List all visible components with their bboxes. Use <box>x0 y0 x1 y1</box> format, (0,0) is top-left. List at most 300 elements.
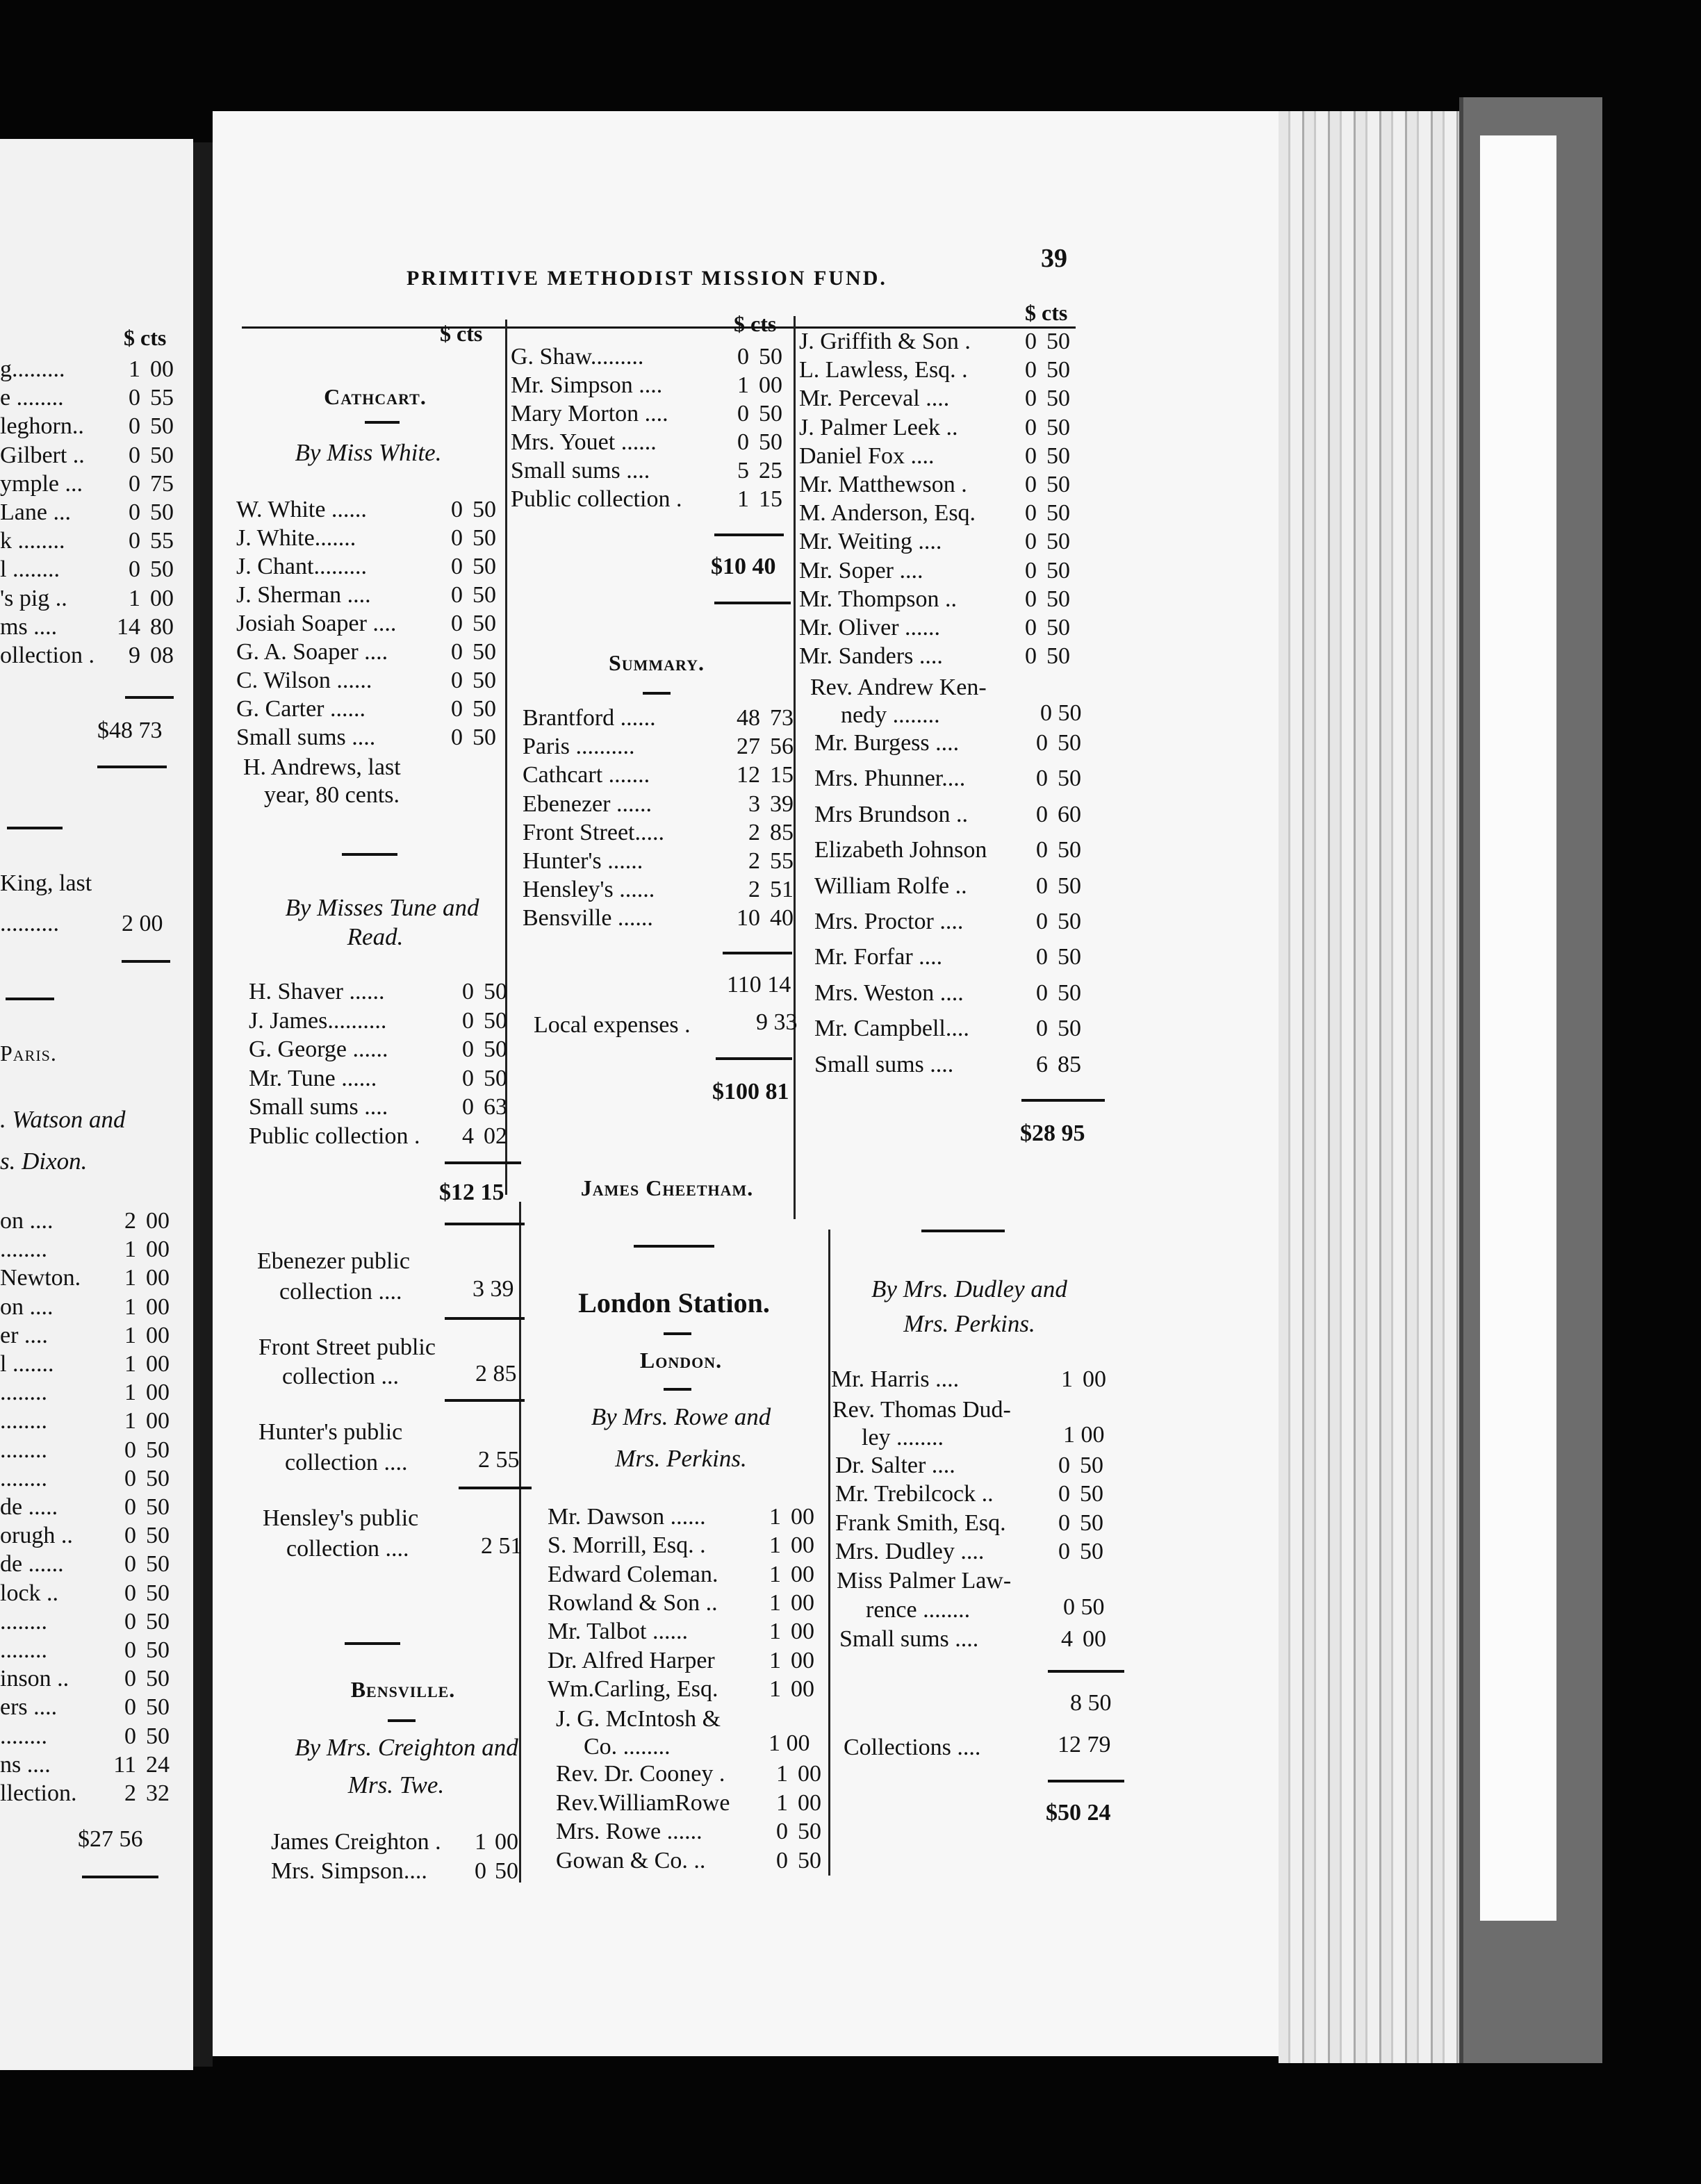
entry-cents: 15 <box>770 762 794 788</box>
entry-label: Mr. Soper .... <box>799 557 923 584</box>
entry-cents: 50 <box>1058 909 1081 934</box>
entry-cents: 08 <box>150 643 174 668</box>
kennedy-amount: 0 50 <box>1040 700 1082 726</box>
rule <box>388 1719 416 1722</box>
entry-cents: 32 <box>146 1780 170 1806</box>
entry-label: Mr. Harris .... <box>831 1366 960 1392</box>
entry-cents: 00 <box>791 1647 814 1673</box>
entry-cents: 50 <box>759 344 782 370</box>
entry-cents: 00 <box>146 1236 170 1263</box>
entry-label: Mr. Tune ...... <box>249 1065 377 1091</box>
entry-dollars: 1 <box>1061 1366 1073 1392</box>
rule <box>445 1161 521 1164</box>
andrews-line-2: year, 80 cents. <box>264 782 400 808</box>
entry-cents: 50 <box>484 1007 507 1034</box>
entry-cents: 50 <box>1080 1481 1103 1507</box>
entry-cents: 50 <box>146 1666 170 1692</box>
col3-total: $50 24 <box>1046 1800 1111 1826</box>
rule <box>664 1388 691 1391</box>
entry-cents: 00 <box>146 1408 170 1434</box>
entry-dollars: 0 <box>1036 766 1048 792</box>
entry-dollars: 0 <box>1025 442 1037 469</box>
left-total: $48 73 <box>97 718 163 743</box>
entry-dollars: 4 <box>462 1123 474 1149</box>
entry-label: ollection . <box>0 643 94 668</box>
entry-label: Mr. Weiting .... <box>799 529 942 555</box>
entry-label: Small sums .... <box>839 1626 979 1652</box>
col2-currency-header: $ cts <box>734 311 777 336</box>
kennedy-line-2: nedy ........ <box>841 702 940 728</box>
entry-label: g......... <box>0 356 65 382</box>
local-expenses-label: Local expenses . <box>534 1012 691 1038</box>
entry-label: l ........ <box>0 556 60 583</box>
entry-dollars: 0 <box>451 497 463 522</box>
entry-label: Daniel Fox .... <box>799 442 935 469</box>
entry-dollars: 0 <box>1036 730 1048 756</box>
entry-cents: 00 <box>146 1322 170 1348</box>
entry-label: inson .. <box>0 1666 69 1692</box>
entry-cents: 50 <box>146 1523 170 1549</box>
entry-label: J. Chant......... <box>236 554 367 579</box>
entry-dollars: 0 <box>1025 472 1037 497</box>
entry-label: Newton. <box>0 1265 81 1291</box>
entry-label: Elizabeth Johnson <box>814 837 987 863</box>
entry-label: Public collection . <box>249 1123 420 1149</box>
front-street-line-2: collection ... <box>282 1364 400 1389</box>
rule <box>365 421 400 424</box>
entry-label: Mrs. Weston .... <box>814 979 964 1006</box>
entry-label: Mr. Matthewson . <box>799 472 967 497</box>
entry-cents: 50 <box>472 725 496 750</box>
by-creighton-line-2: Mrs. Twe. <box>347 1771 445 1798</box>
by-dudley-line-1: By Mrs. Dudley and <box>871 1275 1067 1302</box>
by-rowe-line-2: Mrs. Perkins. <box>615 1445 747 1472</box>
rule <box>345 1642 400 1645</box>
entry-dollars: 0 <box>129 556 140 583</box>
entry-label: ........ <box>0 1465 47 1491</box>
entry-cents: 55 <box>150 385 174 411</box>
collections-label: Collections .... <box>844 1735 981 1760</box>
entry-label: Small sums .... <box>814 1051 954 1077</box>
entry-label: Small sums .... <box>236 725 376 750</box>
by-miss-white: By Miss White. <box>295 439 442 466</box>
entry-label: C. Wilson ...... <box>236 668 372 693</box>
bensville-heading: Bensville. <box>350 1677 456 1702</box>
entry-cents: 50 <box>1080 1453 1103 1478</box>
front-street-amount: 2 85 <box>475 1361 517 1387</box>
entry-cents: 50 <box>150 413 174 440</box>
entry-label: Mary Morton .... <box>511 401 668 427</box>
entry-label: Mr. Forfar .... <box>814 944 943 970</box>
entry-label: er .... <box>0 1322 48 1348</box>
entry-dollars: 1 <box>776 1761 788 1787</box>
entry-dollars: 0 <box>462 1036 474 1062</box>
entry-dollars: 0 <box>737 429 749 455</box>
entry-label: J. Palmer Leek .. <box>799 414 958 440</box>
entry-cents: 00 <box>1083 1366 1106 1392</box>
rule <box>921 1230 1005 1232</box>
entry-dollars: 1 <box>124 1322 136 1348</box>
collections-amount: 12 79 <box>1058 1732 1111 1757</box>
entry-dollars: 1 <box>129 356 140 382</box>
entry-dollars: 0 <box>462 1094 474 1120</box>
entry-label: Mr. Sanders .... <box>799 643 943 670</box>
entry-label: lock .. <box>0 1580 59 1606</box>
entry-cents: 50 <box>1058 730 1081 756</box>
entry-cents: 50 <box>150 499 174 525</box>
entry-cents: 50 <box>1046 557 1070 584</box>
entry-cents: 50 <box>472 497 496 522</box>
col3-currency-header: $ cts <box>1025 300 1068 325</box>
entry-cents: 50 <box>1046 357 1070 383</box>
entry-cents: 00 <box>146 1351 170 1377</box>
entry-cents: 50 <box>146 1465 170 1491</box>
hunter-line-1: Hunter's public <box>258 1419 403 1445</box>
entry-label: Lane ... <box>0 499 71 525</box>
entry-dollars: 27 <box>737 734 760 760</box>
entry-label: Hunter's ...... <box>523 848 643 874</box>
entry-cents: 73 <box>770 705 794 731</box>
entry-label: Mr. Perceval .... <box>799 386 950 412</box>
entry-dollars: 1 <box>737 486 749 512</box>
entry-dollars: 12 <box>737 762 760 788</box>
by-misses-line-1: By Misses Tune and <box>285 894 479 921</box>
entry-dollars: 1 <box>475 1829 486 1855</box>
entry-label: Josiah Soaper .... <box>236 611 397 636</box>
entry-dollars: 1 <box>769 1619 781 1645</box>
entry-cents: 25 <box>759 458 782 483</box>
rule <box>82 1876 158 1878</box>
entry-label: Front Street..... <box>523 819 664 845</box>
hensley-amount: 2 51 <box>481 1533 523 1559</box>
entry-cents: 50 <box>798 1819 821 1844</box>
entry-dollars: 11 <box>113 1751 136 1778</box>
entry-label: Mr. Simpson .... <box>511 372 663 398</box>
left-total-2: $27 56 <box>78 1826 143 1852</box>
rule <box>714 533 784 536</box>
entry-label: W. White ...... <box>236 497 367 522</box>
entry-label: Mrs. Dudley .... <box>835 1539 985 1565</box>
entry-dollars: 10 <box>737 905 760 932</box>
ebenezer-amount: 3 39 <box>472 1276 514 1302</box>
entry-dollars: 0 <box>1058 1453 1070 1478</box>
entry-dollars: 0 <box>462 979 474 1004</box>
entry-cents: 00 <box>1083 1626 1106 1652</box>
entry-cents: 00 <box>146 1208 170 1234</box>
rule <box>643 692 671 695</box>
rule <box>445 1399 525 1402</box>
entry-dollars: 0 <box>451 611 463 636</box>
entry-dollars: 0 <box>1025 586 1037 612</box>
entry-dollars: 0 <box>1036 1016 1048 1042</box>
entry-cents: 50 <box>472 696 496 722</box>
by-creighton-line-1: By Mrs. Creighton and <box>295 1734 518 1761</box>
entry-dollars: 0 <box>129 528 140 554</box>
entry-label: de ...... <box>0 1551 64 1578</box>
entry-label: leghorn.. <box>0 413 84 440</box>
entry-label: ymple ... <box>0 470 83 497</box>
col3-subtotal: 8 50 <box>1070 1690 1112 1716</box>
col1-total-b: $12 15 <box>439 1180 504 1205</box>
andrews-line-1: H. Andrews, last <box>243 754 401 780</box>
rule <box>634 1245 714 1248</box>
entry-dollars: 0 <box>1058 1509 1070 1536</box>
entry-label: H. Shaver ...... <box>249 979 385 1004</box>
entry-cents: 00 <box>495 1829 518 1855</box>
entry-cents: 50 <box>484 1036 507 1062</box>
entry-label: S. Morrill, Esq. . <box>548 1532 706 1559</box>
entry-dollars: 4 <box>1061 1626 1073 1652</box>
entry-label: ers .... <box>0 1694 58 1721</box>
entry-label: G. Carter ...... <box>236 696 366 722</box>
dudley-amount: 1 00 <box>1063 1422 1105 1448</box>
entry-label: Mr. Thompson .. <box>799 586 958 612</box>
entry-label: ........ <box>0 1380 47 1406</box>
entry-dollars: 6 <box>1036 1051 1048 1077</box>
entry-label: Wm.Carling, Esq. <box>548 1676 718 1702</box>
entry-label: llection. <box>0 1780 77 1806</box>
entry-dollars: 1 <box>124 1351 136 1377</box>
entry-label: Mrs. Rowe ...... <box>556 1819 702 1844</box>
summary-heading: Summary. <box>608 650 705 675</box>
entry-cents: 00 <box>791 1504 814 1530</box>
entry-dollars: 0 <box>1025 386 1037 412</box>
entry-cents: 00 <box>791 1561 814 1587</box>
entry-dollars: 0 <box>1025 357 1037 383</box>
entry-cents: 00 <box>150 585 174 611</box>
entry-dollars: 0 <box>1036 979 1048 1006</box>
entry-label: Dr. Salter .... <box>835 1453 955 1478</box>
entry-label: Mrs. Proctor .... <box>814 909 964 934</box>
dudley-line-1: Rev. Thomas Dud- <box>832 1397 1011 1423</box>
entry-dollars: 0 <box>737 401 749 427</box>
entry-cents: 50 <box>1046 643 1070 670</box>
summary-total: $100 81 <box>712 1079 789 1105</box>
entry-dollars: 0 <box>1025 529 1037 555</box>
col2-total-a: $10 40 <box>711 554 776 579</box>
entry-cents: 00 <box>798 1789 821 1816</box>
entry-label: Small sums .... <box>249 1094 388 1120</box>
entry-dollars: 0 <box>462 1065 474 1091</box>
entry-cents: 40 <box>770 905 794 932</box>
entry-dollars: 0 <box>1036 837 1048 863</box>
entry-cents: 00 <box>146 1293 170 1320</box>
left-dixon-line: s. Dixon. <box>0 1148 88 1175</box>
london-station-heading: London Station. <box>578 1287 770 1318</box>
entry-label: James Creighton . <box>271 1829 441 1855</box>
entry-label: Brantford ...... <box>523 705 656 731</box>
entry-dollars: 1 <box>769 1676 781 1702</box>
entry-dollars: 1 <box>124 1236 136 1263</box>
entry-dollars: 1 <box>124 1265 136 1291</box>
entry-label: ns .... <box>0 1751 51 1778</box>
entry-dollars: 0 <box>129 442 140 468</box>
hunter-line-2: collection .... <box>285 1450 408 1475</box>
entry-dollars: 0 <box>737 344 749 370</box>
entry-dollars: 0 <box>1025 615 1037 640</box>
entry-dollars: 0 <box>129 413 140 440</box>
left-king-amount: 2 00 <box>122 911 163 936</box>
entry-dollars: 1 <box>129 585 140 611</box>
by-rowe-line-1: By Mrs. Rowe and <box>591 1403 771 1430</box>
entry-cents: 85 <box>1058 1051 1081 1077</box>
entry-label: Mr. Campbell.... <box>814 1016 969 1042</box>
entry-dollars: 0 <box>124 1666 136 1692</box>
palmer-line-1: Miss Palmer Law- <box>837 1568 1012 1594</box>
entry-cents: 00 <box>146 1380 170 1406</box>
entry-dollars: 0 <box>1036 944 1048 970</box>
entry-cents: 50 <box>146 1723 170 1749</box>
entry-label: J. Griffith & Son . <box>799 329 971 354</box>
entry-cents: 56 <box>770 734 794 760</box>
entry-cents: 50 <box>1058 979 1081 1006</box>
rule <box>445 1223 525 1225</box>
entry-dollars: 0 <box>451 696 463 722</box>
entry-dollars: 1 <box>769 1561 781 1587</box>
entry-dollars: 1 <box>769 1504 781 1530</box>
entry-label: G. Shaw......... <box>511 344 644 370</box>
column-rule <box>794 316 796 1219</box>
entry-cents: 50 <box>146 1580 170 1606</box>
rule <box>716 1057 792 1060</box>
entry-cents: 50 <box>1080 1539 1103 1565</box>
entry-dollars: 2 <box>748 819 760 845</box>
entry-dollars: 1 <box>124 1293 136 1320</box>
entry-label: ........ <box>0 1637 47 1663</box>
entry-label: Mrs. Simpson.... <box>271 1858 427 1884</box>
entry-cents: 50 <box>1058 837 1081 863</box>
entry-label: J. Sherman .... <box>236 582 371 608</box>
entry-cents: 00 <box>791 1676 814 1702</box>
entry-cents: 39 <box>770 791 794 817</box>
entry-cents: 50 <box>798 1847 821 1873</box>
rule <box>6 998 54 1000</box>
entry-label: k ........ <box>0 528 65 554</box>
entry-dollars: 1 <box>124 1408 136 1434</box>
rule <box>7 827 63 829</box>
entry-label: G. A. Soaper .... <box>236 639 388 665</box>
rule <box>125 696 174 699</box>
entry-dollars: 0 <box>124 1608 136 1635</box>
entry-cents: 24 <box>146 1751 170 1778</box>
entry-dollars: 1 <box>769 1532 781 1559</box>
entry-cents: 50 <box>484 1065 507 1091</box>
entry-label: ........ <box>0 1408 47 1434</box>
entry-label: ........ <box>0 1723 47 1749</box>
left-king-dots: .......... <box>0 911 59 936</box>
entry-dollars: 0 <box>451 554 463 579</box>
entry-dollars: 0 <box>124 1694 136 1721</box>
hensley-line-1: Hensley's public <box>263 1505 419 1531</box>
entry-dollars: 1 <box>776 1789 788 1816</box>
left-king-line: King, last <box>0 870 92 896</box>
entry-label: Mrs Brundson .. <box>814 801 969 827</box>
ebenezer-line-2: collection .... <box>279 1279 402 1305</box>
entry-dollars: 48 <box>737 705 760 731</box>
rule <box>445 1317 525 1320</box>
entry-dollars: 2 <box>748 877 760 903</box>
entry-dollars: 2 <box>748 848 760 874</box>
entry-label: Bensville ...... <box>523 905 653 932</box>
entry-label: orugh .. <box>0 1523 73 1549</box>
entry-dollars: 0 <box>451 668 463 693</box>
entry-cents: 00 <box>798 1761 821 1787</box>
mcintosh-line-2: Co. ........ <box>584 1734 671 1760</box>
entry-dollars: 1 <box>769 1589 781 1616</box>
paris-heading: Paris. <box>0 1041 57 1066</box>
entry-label: on .... <box>0 1293 54 1320</box>
entry-cents: 50 <box>472 668 496 693</box>
entry-cents: 85 <box>770 819 794 845</box>
entry-dollars: 0 <box>1025 329 1037 354</box>
hunter-amount: 2 55 <box>478 1447 520 1473</box>
entry-cents: 50 <box>1046 529 1070 555</box>
entry-label: Ebenezer ...... <box>523 791 652 817</box>
local-expenses-amount: 9 33 <box>756 1009 798 1035</box>
summary-subtotal: 110 14 <box>727 972 791 998</box>
entry-label: Hensley's ...... <box>523 877 655 903</box>
entry-label: ms .... <box>0 613 58 640</box>
entry-dollars: 0 <box>124 1580 136 1606</box>
entry-label: Rowland & Son .. <box>548 1589 718 1616</box>
rule <box>1048 1670 1124 1673</box>
ebenezer-line-1: Ebenezer public <box>257 1248 410 1274</box>
mcintosh-line-1: J. G. McIntosh & <box>556 1706 721 1732</box>
entry-cents: 50 <box>1058 872 1081 899</box>
entry-label: Mrs. Youet ...... <box>511 429 657 455</box>
entry-cents: 50 <box>150 556 174 583</box>
entry-cents: 50 <box>484 979 507 1004</box>
entry-dollars: 14 <box>117 613 140 640</box>
entry-dollars: 0 <box>451 639 463 665</box>
entry-label: M. Anderson, Esq. <box>799 500 976 527</box>
entry-cents: 63 <box>484 1094 507 1120</box>
col3-total-b: $28 95 <box>1020 1120 1085 1146</box>
entry-label: William Rolfe .. <box>814 872 967 899</box>
entry-dollars: 0 <box>124 1465 136 1491</box>
entry-cents: 50 <box>146 1437 170 1463</box>
entry-cents: 50 <box>146 1551 170 1578</box>
rule <box>664 1332 691 1335</box>
entry-dollars: 2 <box>124 1208 136 1234</box>
rule <box>342 853 397 856</box>
entry-label: Small sums .... <box>511 458 650 483</box>
entry-dollars: 0 <box>1025 557 1037 584</box>
entry-label: J. White....... <box>236 525 356 551</box>
entry-cents: 50 <box>495 1858 518 1884</box>
entry-cents: 50 <box>146 1494 170 1520</box>
entry-cents: 50 <box>1046 442 1070 469</box>
entry-dollars: 0 <box>1036 872 1048 899</box>
entry-label: Mr. Trebilcock .. <box>835 1481 994 1507</box>
entry-label: G. George ...... <box>249 1036 388 1062</box>
entry-label: 's pig .. <box>0 585 67 611</box>
entry-cents: 50 <box>1046 386 1070 412</box>
cathcart-heading: Cathcart. <box>324 384 427 409</box>
entry-label: e ........ <box>0 385 64 411</box>
entry-cents: 75 <box>150 470 174 497</box>
entry-label: Public collection . <box>511 486 682 512</box>
entry-dollars: 2 <box>124 1780 136 1806</box>
entry-label: Rev. Dr. Cooney . <box>556 1761 725 1787</box>
left-watson-line: . Watson and <box>0 1106 126 1133</box>
entry-label: Mr. Burgess .... <box>814 730 960 756</box>
entry-dollars: 0 <box>129 499 140 525</box>
entry-cents: 50 <box>1046 586 1070 612</box>
entry-dollars: 0 <box>129 385 140 411</box>
book-gutter <box>193 142 213 2067</box>
back-cover-endpaper <box>1480 135 1556 1921</box>
